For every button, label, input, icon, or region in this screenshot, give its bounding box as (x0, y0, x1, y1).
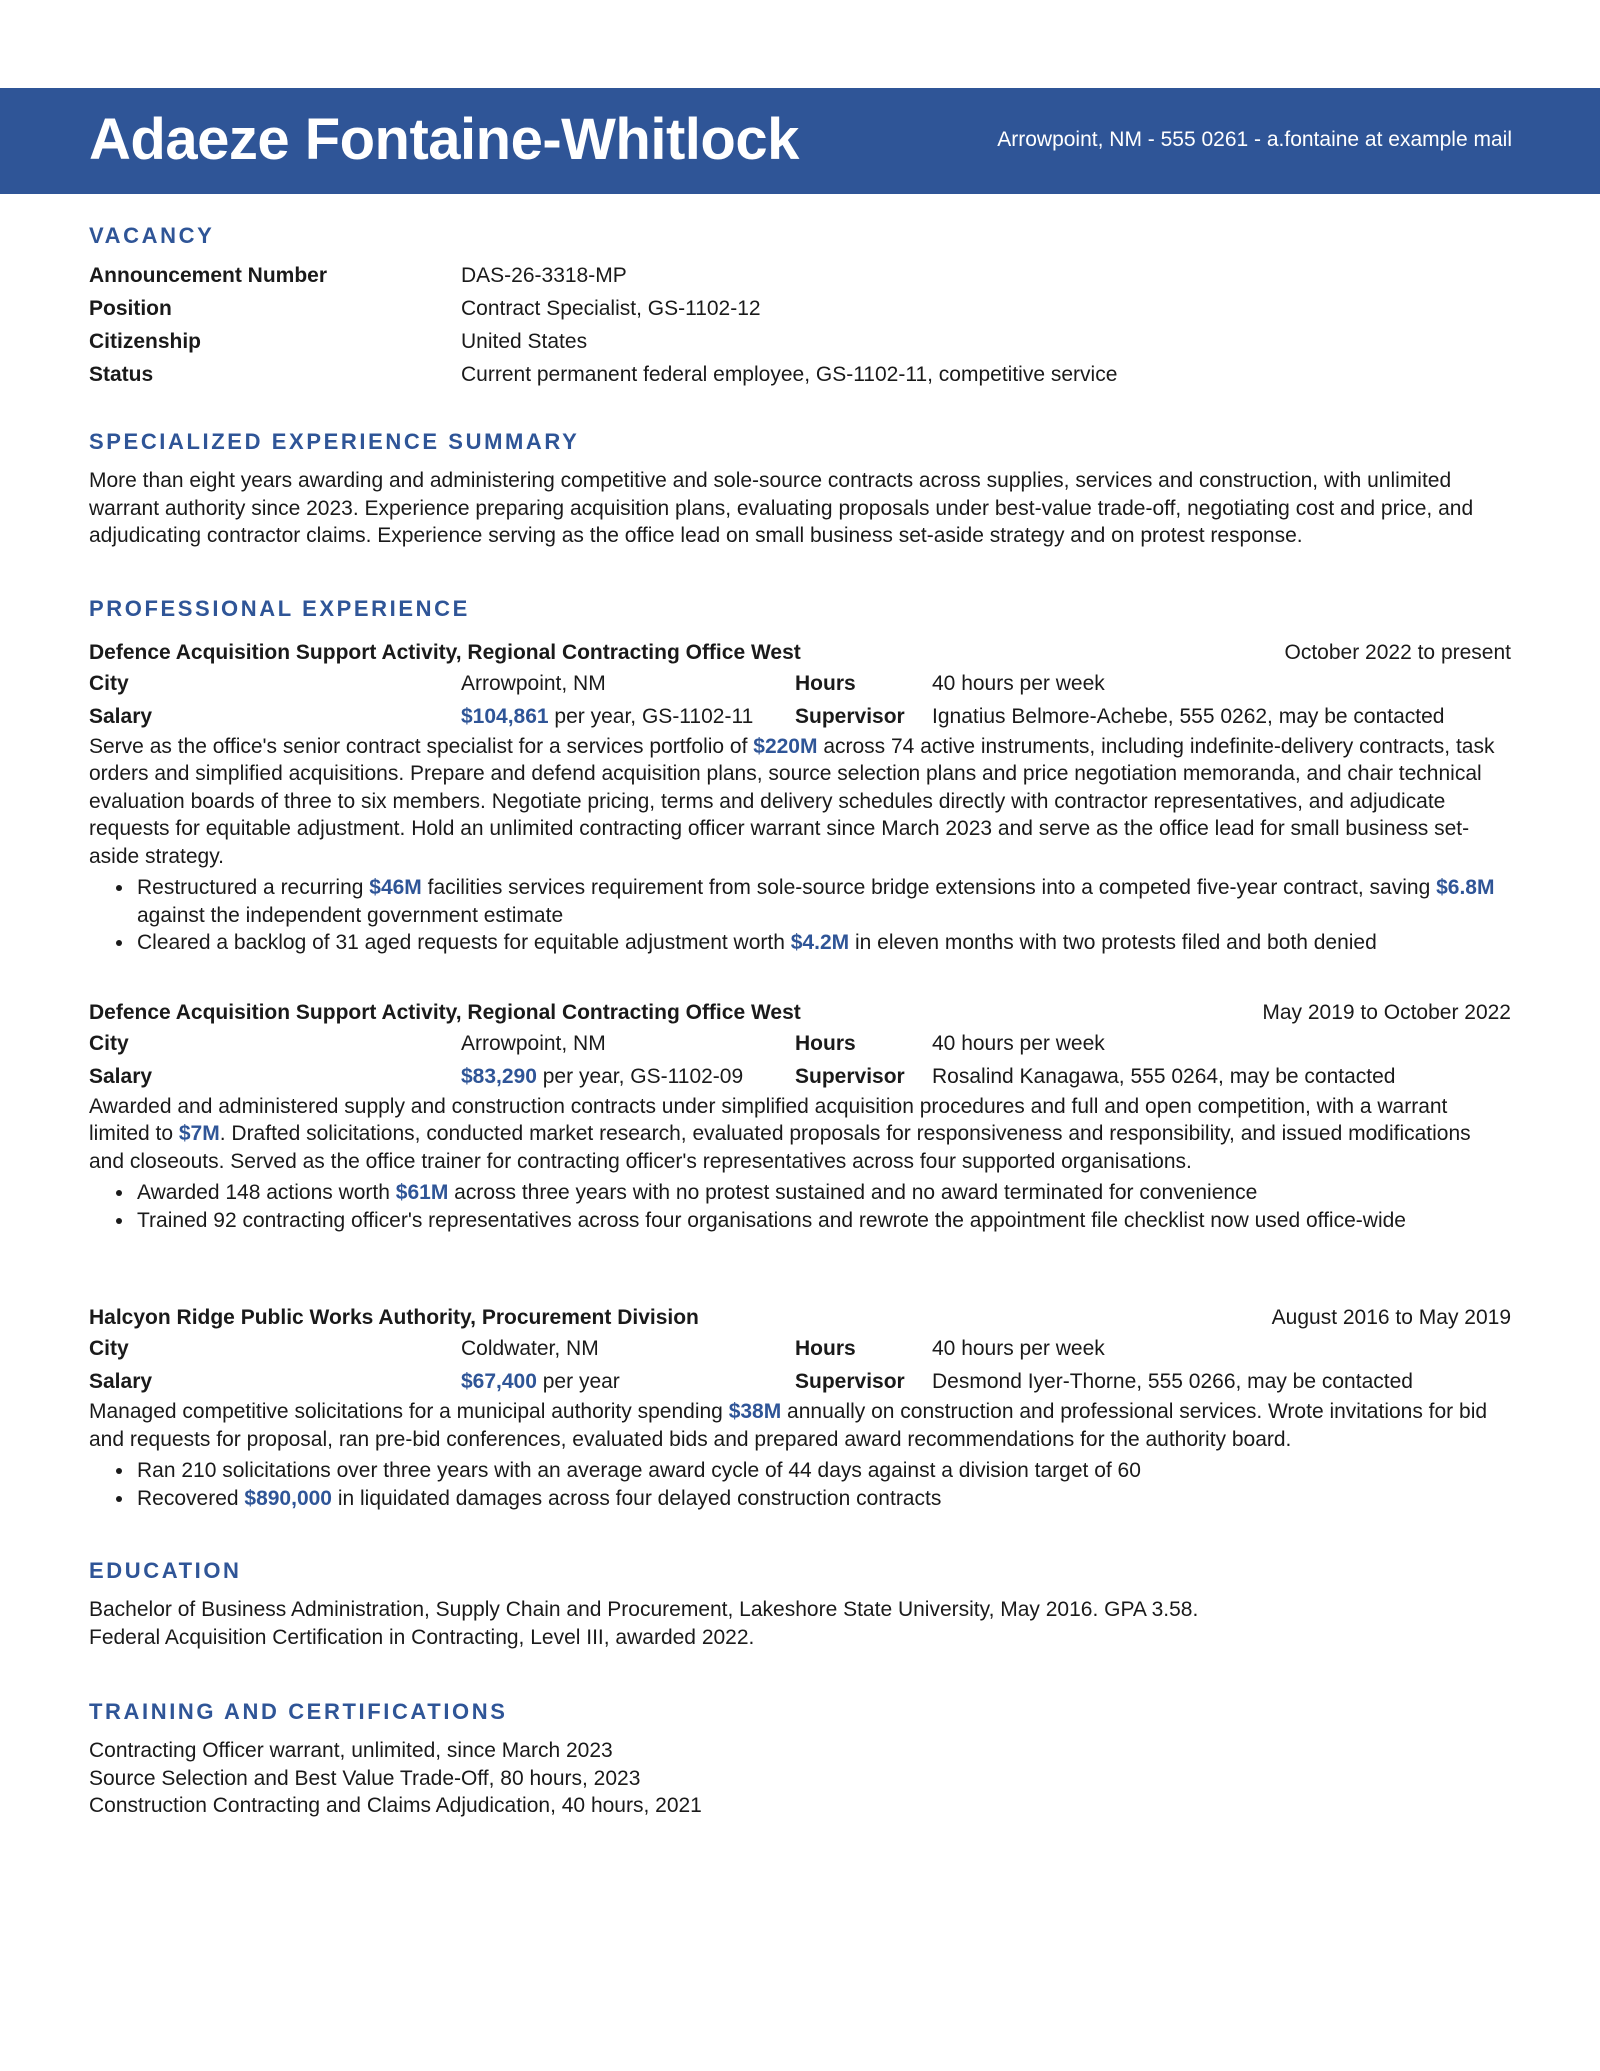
training-line: Construction Contracting and Claims Adjudication, 40 hours, 2021 (89, 1794, 702, 1817)
job-salary (461, 1060, 795, 1093)
hours-label: Hours (795, 1031, 856, 1055)
job-supervisor: Ignatius Belmore-Achebe, 555 0262, may be contacted (932, 704, 1445, 728)
text-run: facilities services requirement from sole-source bridge extensions into a competed five-year contract, saving (421, 876, 1437, 899)
job-description (89, 733, 1511, 871)
candidate-name: Adaeze Fontaine-Whitlock (89, 107, 799, 172)
vacancy-value: Current permanent federal employee, GS-1102-11, competitive service (461, 363, 1118, 386)
job-header (89, 638, 1511, 667)
job-meta (89, 1332, 1511, 1398)
section-heading-vacancy: VACANCY (89, 223, 215, 248)
job-hours: 40 hours per week (932, 1031, 1105, 1055)
vacancy-value: DAS-26-3318-MP (461, 264, 627, 287)
job-entry (89, 1303, 1511, 1512)
text-run: Serve as the office's senior contract specialist for a services portfolio of (89, 734, 754, 758)
job-dates: August 2016 to May 2019 (1271, 1306, 1511, 1329)
resume-body (89, 223, 1511, 1820)
job-highlights (89, 874, 1511, 957)
education-line: Federal Acquisition Certification in Contracting, Level III, awarded 2022. (89, 1625, 755, 1649)
job-organization: Defence Acquisition Support Activity, Regional Contracting Office West (89, 640, 801, 664)
city-label: City (89, 1337, 129, 1360)
supervisor-label: Supervisor (795, 704, 905, 728)
job-city: Coldwater, NM (461, 1337, 599, 1360)
job-organization: Halcyon Ridge Public Works Authority, Procurement Division (89, 1306, 699, 1329)
job-city: Arrowpoint, NM (461, 1031, 606, 1055)
highlight-bullet (135, 874, 1511, 929)
summary-text: More than eight years awarding and administering competitive and sole-source contracts across supplies, services and construction, with unlimited warrant authority since 2023. Experience preparing acquisition plans, evaluating proposals under best-value trade-off, negotiating cost and price, and adjudicating contractor claims. Experience serving as the office lead on small business set-aside strategy and on protest response. (89, 469, 1474, 547)
vacancy-label: Citizenship (89, 330, 202, 353)
highlight-bullet (135, 1457, 1511, 1485)
money-figure: $7M (178, 1122, 220, 1145)
text-run: Cleared a backlog of 31 aged requests for equitable adjustment worth (137, 931, 791, 954)
city-label: City (89, 671, 129, 695)
text-run: against the independent government estimate (137, 903, 564, 927)
vacancy-table (89, 261, 1511, 389)
money-figure: $61M (395, 1181, 449, 1204)
vacancy-label: Status (89, 363, 154, 386)
money-figure: $38M (728, 1400, 782, 1423)
highlight-bullet (135, 1179, 1511, 1207)
text-run: in liquidated damages across four delayed construction contracts (331, 1486, 942, 1510)
money-figure: $890,000 (244, 1486, 332, 1510)
section-heading-training: TRAINING AND CERTIFICATIONS (89, 1699, 508, 1724)
education-section (89, 1558, 1511, 1651)
training-list (89, 1737, 1511, 1820)
salary-detail: per year (536, 1370, 620, 1393)
hours-label: Hours (795, 671, 856, 695)
salary-amount: $104,861 (461, 704, 549, 728)
money-figure: $220M (753, 734, 818, 758)
section-heading-summary: SPECIALIZED EXPERIENCE SUMMARY (89, 429, 580, 454)
salary-detail: per year, GS-1102-09 (536, 1064, 744, 1088)
training-line: Contracting Officer warrant, unlimited, since March 2023 (89, 1739, 613, 1762)
job-organization: Defence Acquisition Support Activity, Regional Contracting Office West (89, 1000, 801, 1024)
section-heading-experience: PROFESSIONAL EXPERIENCE (89, 595, 470, 621)
job-entry (89, 638, 1511, 957)
vacancy-value: Contract Specialist, GS-1102-12 (461, 297, 761, 320)
job-hours: 40 hours per week (932, 671, 1105, 695)
job-dates: October 2022 to present (1284, 640, 1511, 664)
supervisor-label: Supervisor (795, 1064, 905, 1088)
text-run: . Drafted solicitations, conducted market research, evaluated proposals for responsiveness and responsibility, and issued modifications and closeouts. Served as the office trainer for contracting officer's representatives across four supported organisations. (89, 1122, 1471, 1173)
summary-section (89, 429, 1511, 550)
section-heading-education: EDUCATION (89, 1558, 242, 1583)
job-highlights (89, 1179, 1511, 1234)
highlight-bullet (135, 1207, 1511, 1235)
job-description (89, 1398, 1511, 1453)
text-run: in eleven months with two protests filed and both denied (849, 931, 1377, 954)
text-run: Awarded and administered supply and construction contracts under simplified acquisition procedures and full and open competition, with a warrant limited to (89, 1094, 1448, 1145)
text-run: across 74 active instruments, including indefinite-delivery contracts, task orders and simplified acquisitions. Prepare and defend acquisition plans, source selection plans and price negotiation memoranda, and chair technical evaluation boards of three to six members. Negotiate pricing, terms and delivery schedules directly with contractor representatives, and adjudicate requests for equitable adjustment. Hold an unlimited contracting officer warrant since March 2023 and serve as the office lead for small business set-aside strategy. (89, 734, 1495, 868)
job-description (89, 1093, 1511, 1176)
training-section (89, 1699, 1511, 1820)
text-run: Managed competitive solicitations for a municipal authority spending (89, 1400, 729, 1423)
job-salary (461, 700, 795, 733)
job-meta (89, 667, 1511, 733)
text-run: Trained 92 contracting officer's representatives across four organisations and rewrote the appointment file checklist now used office-wide (137, 1208, 1406, 1232)
city-label: City (89, 1031, 129, 1055)
job-supervisor: Rosalind Kanagawa, 555 0264, may be contacted (932, 1064, 1396, 1088)
training-line: Source Selection and Best Value Trade-Off, 80 hours, 2023 (89, 1766, 641, 1790)
text-run: Restructured a recurring (137, 876, 370, 899)
job-hours: 40 hours per week (932, 1337, 1105, 1360)
job-supervisor: Desmond Iyer-Thorne, 555 0266, may be contacted (932, 1370, 1413, 1393)
text-run: Awarded 148 actions worth (137, 1181, 396, 1204)
job-dates: May 2019 to October 2022 (1262, 1000, 1511, 1024)
highlight-bullet (135, 929, 1511, 957)
job-header (89, 1303, 1511, 1332)
text-run: across three years with no protest sustained and no award terminated for convenience (448, 1181, 1258, 1204)
salary-amount: $67,400 (461, 1370, 537, 1393)
job-salary (461, 1365, 795, 1398)
job-entry (89, 998, 1511, 1235)
education-list (89, 1596, 1511, 1651)
salary-label: Salary (89, 1370, 153, 1393)
salary-label: Salary (89, 1064, 153, 1088)
salary-label: Salary (89, 704, 153, 728)
vacancy-label: Announcement Number (89, 264, 328, 287)
money-figure: $6.8M (1436, 876, 1495, 899)
text-run: annually on construction and professional services. Wrote invitations for bid and requests for proposal, ran pre-bid conferences, evaluated bids and prepared award recommendations for the authority board. (89, 1400, 1488, 1451)
job-header (89, 998, 1511, 1027)
text-run: Ran 210 solicitations over three years with an average award cycle of 44 days against a division target of 60 (137, 1459, 1141, 1482)
text-run: Recovered (137, 1486, 245, 1510)
supervisor-label: Supervisor (795, 1370, 905, 1393)
education-line: Bachelor of Business Administration, Supply Chain and Procurement, Lakeshore State University, May 2016. GPA 3.58. (89, 1598, 1199, 1621)
experience-section (89, 596, 1511, 1513)
vacancy-section (89, 223, 1511, 389)
highlight-bullet (135, 1485, 1511, 1513)
hours-label: Hours (795, 1337, 856, 1360)
salary-amount: $83,290 (461, 1064, 537, 1088)
money-figure: $46M (369, 876, 422, 899)
job-meta (89, 1027, 1511, 1093)
salary-detail: per year, GS-1102-11 (548, 704, 754, 728)
vacancy-label: Position (89, 297, 172, 320)
job-city: Arrowpoint, NM (461, 671, 606, 695)
money-figure: $4.2M (790, 931, 850, 954)
job-highlights (89, 1457, 1511, 1512)
contact-line: Arrowpoint, NM - 555 0261 - a.fontaine at example mail (997, 128, 1512, 151)
vacancy-value: United States (461, 330, 588, 353)
